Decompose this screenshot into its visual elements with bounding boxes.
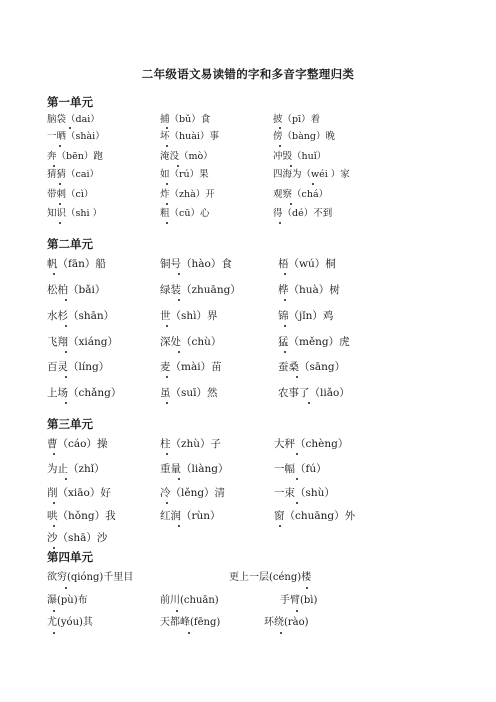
entry: 尤(yóu)其 [47, 617, 93, 628]
section-heading-4: 第四单元 [47, 550, 93, 564]
entry: 桦（huà）树 [278, 284, 340, 296]
entry: 捕（bǔ）食 [160, 114, 211, 125]
entry: 欲穷(qióng)千里目 [47, 572, 134, 583]
entry: 奔（bēn）跑 [47, 151, 103, 162]
emphasis-dot [59, 203, 61, 205]
emphasis-dot [166, 222, 168, 224]
entry-row [0, 112, 496, 128]
emphasis-dot [166, 203, 168, 205]
entry: 瀑(pù)布 [47, 595, 88, 606]
entry: 重量（liàng） [160, 463, 229, 475]
emphasis-dot [280, 632, 282, 634]
entry: 粗（cū）心 [160, 208, 210, 219]
entry: 削（xiāo）好 [47, 487, 111, 499]
section-heading-3: 第三单元 [47, 417, 93, 431]
entry: 四海为（wéi ）家 [273, 169, 350, 180]
entry: 冲毁（huǐ） [273, 151, 327, 162]
entry-row [0, 461, 496, 477]
entry: 更上一层(céng)楼 [229, 572, 312, 583]
entry: 水杉（shān） [47, 310, 115, 322]
emphasis-dot [65, 325, 67, 327]
emphasis-dot [65, 402, 67, 404]
emphasis-dot [53, 525, 55, 527]
entry: 一晒（shài） [47, 131, 105, 142]
entry: 如（rú）果 [160, 169, 209, 180]
entry-row [0, 570, 496, 586]
entry-row [0, 308, 496, 324]
entry: 窗（chuāng）外 [274, 510, 356, 522]
emphasis-dot [290, 203, 292, 205]
entry-row [0, 256, 496, 272]
emphasis-dot [178, 299, 180, 301]
emphasis-dot [65, 587, 67, 589]
entry-row [0, 206, 496, 222]
entry: 猜猜（cai） [47, 169, 100, 180]
entry: 一幅（fú） [274, 463, 327, 475]
emphasis-dot [296, 376, 298, 378]
emphasis-dot [178, 351, 180, 353]
entry-row [0, 436, 496, 452]
entry: 观察（chá） [273, 189, 329, 200]
emphasis-dot [284, 299, 286, 301]
emphasis-dot [65, 376, 67, 378]
entry-row [0, 615, 496, 631]
emphasis-dot [65, 299, 67, 301]
entry-row [0, 359, 496, 375]
section-heading-1: 第一单元 [47, 95, 93, 109]
emphasis-dot [53, 547, 55, 549]
emphasis-dot [296, 453, 298, 455]
entry-row [0, 149, 496, 165]
entry: 哄（hǒng）我 [47, 510, 116, 522]
emphasis-dot [59, 222, 61, 224]
entry: 曹（cáo）操 [47, 438, 108, 450]
entry-row [0, 508, 496, 524]
entry: 坏（huài）事 [160, 131, 219, 142]
emphasis-dot [176, 610, 178, 612]
entry: 环绕(rào) [264, 617, 309, 628]
entry: 脑袋（dai） [47, 114, 100, 125]
entry-row [0, 282, 496, 298]
emphasis-dot [177, 165, 179, 167]
entry: 淹没（mò） [160, 151, 213, 162]
entry: 虽（suī）然 [160, 387, 218, 399]
entry-row [0, 129, 496, 145]
entry: 农事了（liǎo） [278, 387, 350, 399]
entry: 帆（fān）船 [47, 258, 106, 270]
emphasis-dot [284, 273, 286, 275]
section-heading-2: 第二单元 [47, 237, 93, 251]
entry: 红润（rùn） [160, 510, 221, 522]
emphasis-dot [290, 165, 292, 167]
emphasis-dot [166, 453, 168, 455]
emphasis-dot [59, 145, 61, 147]
entry: 带刺（cì） [47, 189, 94, 200]
entry: 猛（měng）虎 [278, 336, 350, 348]
emphasis-dot [178, 273, 180, 275]
entry-row [0, 334, 496, 350]
entry: 蚕桑（sāng） [278, 361, 346, 373]
emphasis-dot [279, 525, 281, 527]
emphasis-dot [166, 145, 168, 147]
entry: 上场（chǎng） [47, 387, 122, 399]
emphasis-dot [296, 610, 298, 612]
entry: 披（pī）着 [273, 114, 321, 125]
emphasis-dot [296, 502, 298, 504]
entry: 梧（wú）桐 [278, 258, 336, 270]
emphasis-dot [166, 127, 168, 129]
entry: 松柏（bǎi） [47, 284, 106, 296]
document-title: 二年级语文易读错的字和多音字整理归类 [141, 67, 355, 81]
emphasis-dot [65, 478, 67, 480]
entry: 冷（lěng）清 [160, 487, 226, 499]
entry: 前川(chuān) [160, 595, 219, 606]
emphasis-dot [69, 127, 71, 129]
entry: 知识（shi ） [47, 208, 103, 219]
entry-row [0, 167, 496, 183]
entry: 得（dé）不到 [273, 208, 333, 219]
emphasis-dot [53, 273, 55, 275]
emphasis-dot [279, 127, 281, 129]
emphasis-dot [188, 632, 190, 634]
emphasis-dot [284, 325, 286, 327]
emphasis-dot [178, 525, 180, 527]
entry: 锦（jǐn）鸡 [278, 310, 334, 322]
entry: 柱（zhù）子 [160, 438, 222, 450]
entry: 为止（zhǐ） [47, 463, 105, 475]
emphasis-dot [53, 453, 55, 455]
emphasis-dot [53, 502, 55, 504]
entry: 傍（bàng）晚 [273, 131, 335, 142]
emphasis-dot [178, 478, 180, 480]
emphasis-dot [166, 183, 168, 185]
emphasis-dot [166, 325, 168, 327]
entry: 深处（chù） [160, 336, 222, 348]
emphasis-dot [53, 610, 55, 612]
emphasis-dot [53, 632, 55, 634]
emphasis-dot [312, 183, 314, 185]
emphasis-dot [166, 376, 168, 378]
entry: 天都峰(fēng) [160, 617, 221, 628]
emphasis-dot [284, 351, 286, 353]
emphasis-dot [306, 587, 308, 589]
entry: 百灵（líng） [47, 361, 110, 373]
entry-row [0, 485, 496, 501]
entry: 飞翔（xiáng） [47, 336, 119, 348]
emphasis-dot [166, 502, 168, 504]
entry: 一束（shù） [274, 487, 335, 499]
emphasis-dot [53, 165, 55, 167]
emphasis-dot [59, 183, 61, 185]
entry-row [0, 187, 496, 203]
entry: 麦（mài）苗 [160, 361, 222, 373]
emphasis-dot [296, 478, 298, 480]
entry: 铜号（hào）食 [160, 258, 232, 270]
entry: 手臂(bì) [280, 595, 318, 606]
emphasis-dot [279, 222, 281, 224]
emphasis-dot [166, 402, 168, 404]
entry: 绿装（zhuāng） [160, 284, 241, 296]
entry-row [0, 385, 496, 401]
entry-row [0, 593, 496, 609]
entry: 沙（shā）沙 [47, 532, 108, 544]
entry-row [0, 530, 496, 546]
emphasis-dot [279, 145, 281, 147]
emphasis-dot [65, 351, 67, 353]
entry: 炸（zhà）开 [160, 189, 215, 200]
entry: 世（shì）界 [160, 310, 218, 322]
entry: 大秤（chèng） [274, 438, 349, 450]
emphasis-dot [308, 402, 310, 404]
